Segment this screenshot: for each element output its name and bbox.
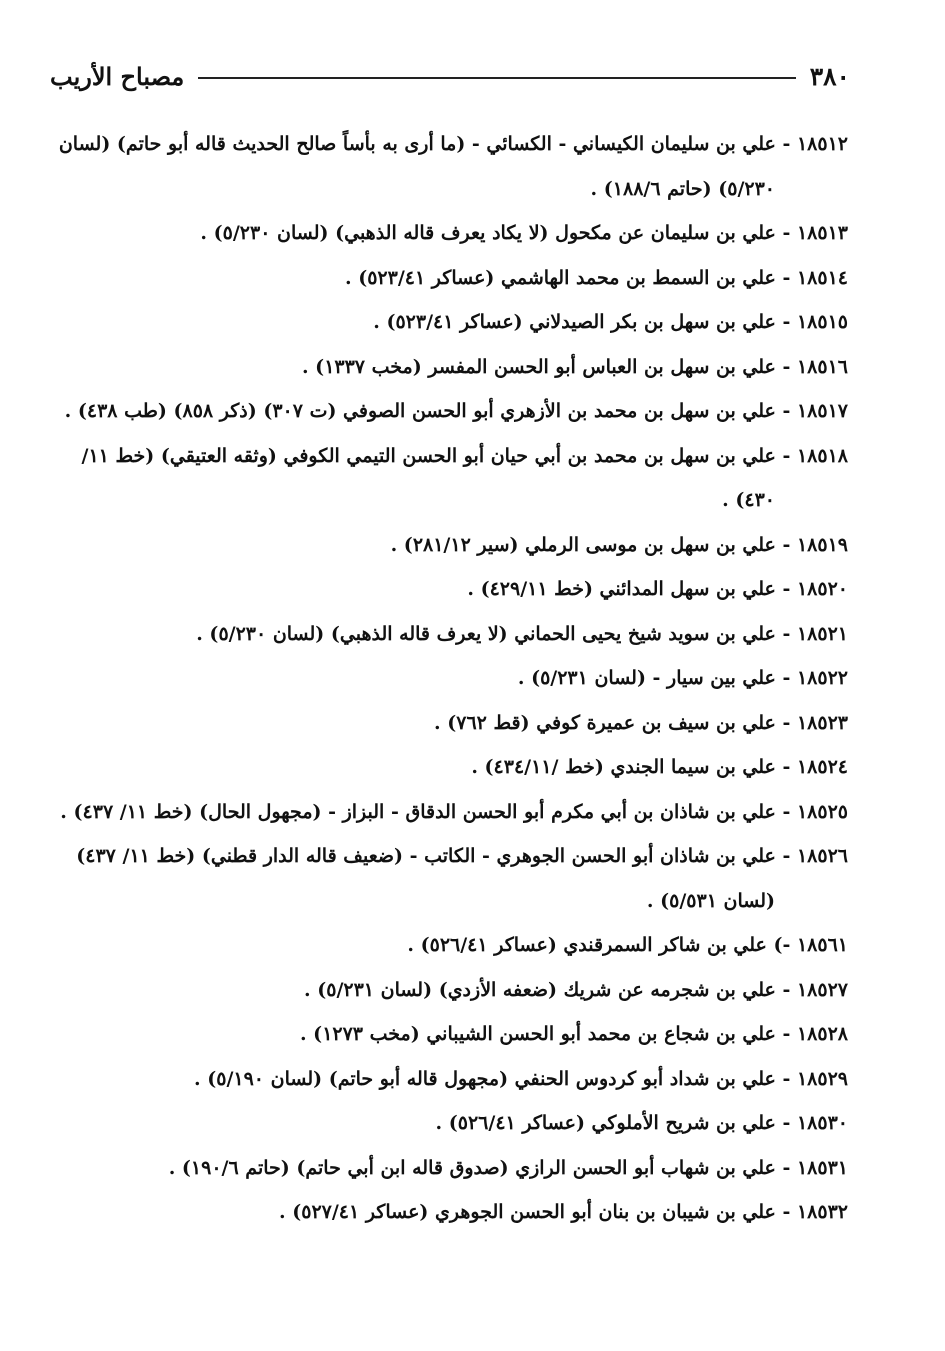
entry	[58, 523, 848, 568]
page-header	[50, 56, 850, 96]
entry-number: ١٨٥١٩	[796, 533, 848, 556]
entry	[58, 1101, 848, 1146]
entry	[58, 1057, 848, 1102]
entry-number: ١٨٥٣٠	[796, 1112, 848, 1134]
entry-text: - علي بن سهل بن العباس أبو الحسن المفسر (مخب ١٣٣٧) .	[301, 355, 797, 378]
entry	[58, 122, 848, 211]
entry	[58, 300, 848, 345]
page-number: ٣٨٠	[809, 61, 850, 91]
entry-text: - علي بن سيما الجندي (خط /٤٣٤/١١) .	[471, 756, 797, 778]
entry-text: - علي بن سهل بن محمد بن الأزهري أبو الحسن الصوفي (ت ٣٠٧) (ذكر ٨٥٨) (طب ٤٣٨) .	[64, 400, 797, 422]
entry-text: - علي بن شداد أبو كردوس الحنفي (مجهول قاله أبو حاتم) (لسان ٥/١٩٠) .	[194, 1067, 797, 1090]
entry	[58, 834, 848, 923]
entry-text: - علي بن سهل بن محمد بن أبي حيان أبو الحسن التيمي الكوفي (وثقه العتيقي) (خط ١١/ ٤٣٠) .	[81, 444, 797, 511]
entry	[58, 256, 848, 301]
entry-number: ١٨٥١٧	[796, 400, 848, 422]
entry	[58, 656, 848, 701]
entry-text: -) علي بن شاكر السمرقندي (عساكر ٥٢٦/٤١) .	[407, 934, 797, 956]
entry-number: ١٨٥٢٠	[796, 578, 848, 600]
entry	[58, 1190, 848, 1235]
entry	[58, 923, 848, 968]
entry	[58, 434, 848, 523]
entry-text: - علي بن شريح الأملوكي (عساكر ٥٢٦/٤١) .	[435, 1112, 797, 1134]
entry-number: ١٨٥١٢	[796, 133, 848, 155]
entry-number: ١٨٥٢٣	[796, 711, 848, 734]
entry-text: - علي بن شجاع بن محمد أبو الحسن الشيباني (مخب ١٢٧٣) .	[299, 1023, 797, 1045]
entry	[58, 745, 848, 790]
entry	[58, 790, 848, 835]
entry-number: ١٨٥٢٢	[796, 667, 848, 689]
entry-text: - علي بن شجرمه عن شريك (ضعفه الأزدي) (لسان ٥/٢٣١) .	[304, 978, 797, 1001]
entry	[58, 1146, 848, 1191]
entry-text: - علي بن سهل المدائني (خط ٤٢٩/١١) .	[467, 578, 797, 600]
entry	[58, 211, 848, 256]
entry-number: ١٨٥٦١	[796, 934, 848, 956]
entry	[58, 389, 848, 434]
entry-text: - علي بن سليمان الكيساني - الكسائي - (ما أرى به بأساً صالح الحديث قاله أبو حاتم) (لسان ٥/٢٣٠) (حاتم ١٨٨/٦) .	[58, 133, 797, 200]
entry-text: - علي بن السمط بن محمد الهاشمي (عساكر ٥٢٣/٤١) .	[344, 266, 797, 289]
entry-text: - علي بن شيبان بن بنان أبو الحسن الجوهري (عساكر ٥٢٧/٤١) .	[279, 1201, 797, 1223]
entry-text: - علي بن سويد شيخ يحيى الحماني (لا يعرف قاله الذهبي) (لسان ٥/٢٣٠) .	[196, 622, 797, 645]
entry-number: ١٨٥٢٦	[796, 845, 848, 867]
entry	[58, 968, 848, 1013]
entry-number: ١٨٥٢٧	[796, 978, 848, 1001]
header-rule	[198, 77, 795, 79]
entry-number: ١٨٥٢٩	[796, 1067, 848, 1090]
entry-text: - علي بن سليمان عن مكحول (لا يكاد يعرف قاله الذهبي) (لسان ٥/٢٣٠) .	[200, 222, 797, 244]
entry-text: - علي بن شهاب أبو الحسن الرازي (صدوق قاله ابن أبي حاتم) (حاتم ١٩٠/٦) .	[168, 1156, 797, 1179]
entry-number: ١٨٥١٨	[796, 444, 848, 467]
entry-number: ١٨٥٢٥	[796, 800, 848, 823]
entry-number: ١٨٥١٥	[796, 311, 848, 333]
entry-text: - علي بن سهل بن موسى الرملي (سير ٢٨١/١٢) .	[390, 533, 797, 556]
entry	[58, 701, 848, 746]
entry-number: ١٨٥٣١	[796, 1156, 848, 1179]
entry-number: ١٨٥١٣	[796, 222, 848, 244]
entry-text: - علي بن سهل بن بكر الصيدلاني (عساكر ٥٢٣/٤١) .	[373, 311, 797, 333]
entry	[58, 1012, 848, 1057]
entry	[58, 612, 848, 657]
entry-text: - علي بين سيار - (لسان ٥/٢٣١) .	[517, 667, 797, 689]
entries-list	[58, 122, 848, 1235]
entry-number: ١٨٥٢١	[796, 622, 848, 645]
entry-number: ١٨٥٢٨	[796, 1023, 848, 1045]
entry-text: - علي بن شاذان أبو الحسن الجوهري - الكاتب - (ضعيف قاله الدار قطني) (خط ١١/ ٤٣٧) (لسان ٥/٥٣١) .	[76, 845, 797, 912]
entry	[58, 567, 848, 612]
entry-number: ١٨٥٢٤	[796, 756, 848, 778]
book-title: مصباح الأريب	[50, 61, 185, 91]
entry-text: - علي بن سيف بن عميرة كوفي (قط ٧٦٢) .	[434, 711, 797, 734]
entry	[58, 345, 848, 390]
entry-text: - علي بن شاذان بن أبي مكرم أبو الحسن الدقاق - البزاز - (مجهول الحال) (خط ١١/ ٤٣٧) .	[60, 800, 797, 823]
entry-number: ١٨٥١٤	[796, 266, 848, 289]
entry-number: ١٨٥٣٢	[796, 1201, 848, 1223]
entry-number: ١٨٥١٦	[796, 355, 848, 378]
